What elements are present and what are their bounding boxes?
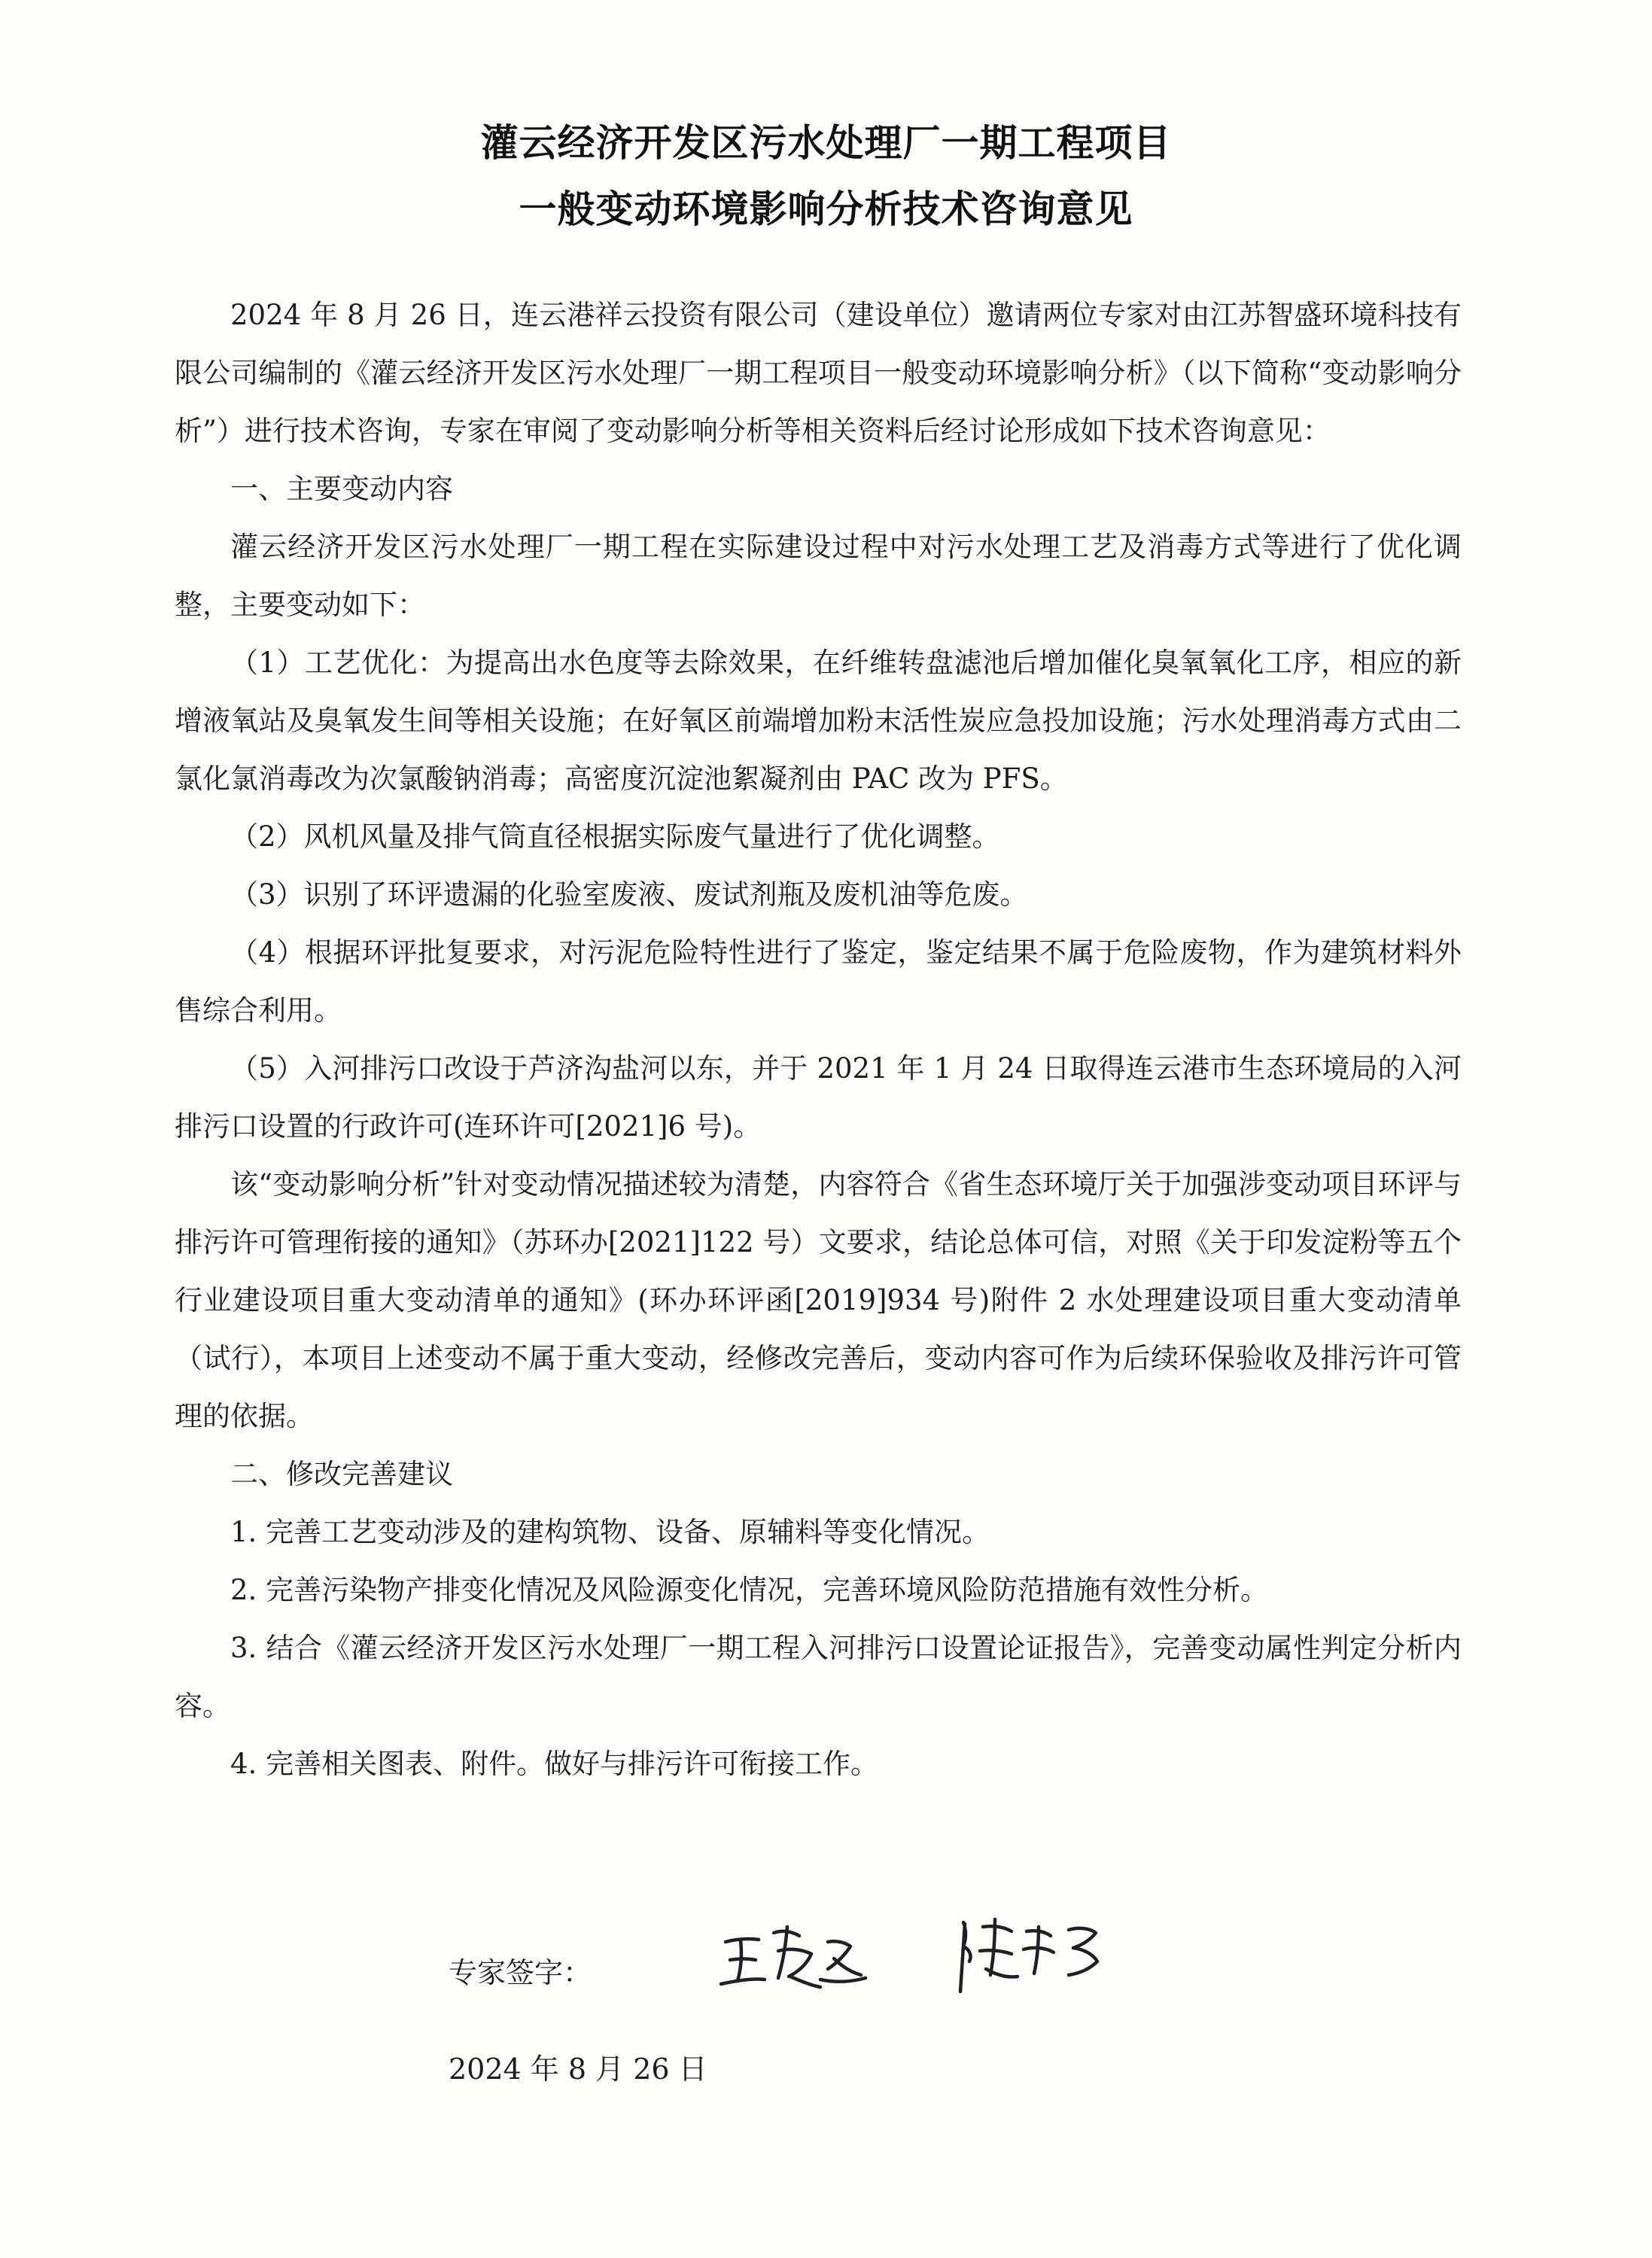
suggestion-item: 2. 完善污染物产排变化情况及风险源变化情况，完善环境风险防范措施有效性分析。 [230, 1574, 1269, 1606]
section1-intro: 灌云经济开发区污水处理厂一期工程在实际建设过程中对污水处理工艺及消毒方式等进行了优化调整，主要变动如下： [175, 531, 1462, 621]
document-title-line2: 一般变动环境影响分析技术咨询意见 [519, 187, 1133, 231]
signature-label: 专家签字： [449, 1956, 592, 1989]
section1-heading: 一、主要变动内容 [230, 473, 453, 505]
expert-signatures [715, 1897, 1136, 2010]
change-item: （1）工艺优化：为提高出水色度等去除效果，在纤维转盘滤池后增加催化臭氧氧化工序，相应的新增液氧站及臭氧发生间等相关设施；在好氧区前端增加粉末活性炭应急投加设施；污水处理消毒方式由二氯化氯消毒改为次氯酸钠消毒；高密度沉淀池絮凝剂由 PAC 改为 PFS。 [175, 647, 1462, 795]
signature-1 [721, 1927, 866, 1987]
section2-heading: 二、修改完善建议 [230, 1458, 453, 1490]
signature-2 [960, 1919, 1097, 1992]
intro-paragraph: 2024 年 8 月 26 日，连云港祥云投资有限公司（建设单位）邀请两位专家对由江苏智盛环境科技有限公司编制的《灌云经济开发区污水处理厂一期工程项目一般变动环境影响分析》（以下简称“变动影响分析”）进行技术咨询，专家在审阅了变动影响分析等相关资料后经讨论形成如下技术咨询意见： [175, 299, 1462, 447]
change-item: （5）入河排污口改设于芦济沟盐河以东，并于 2021 年 1 月 24 日取得连云港市生态环境局的入河排污口设置的行政许可(连环许可[2021]6 号)。 [175, 1052, 1462, 1143]
signature-date: 2024 年 8 月 26 日 [449, 2053, 707, 2086]
change-item: （4）根据环评批复要求，对污泥危险特性进行了鉴定，鉴定结果不属于危险废物，作为建筑材料外售综合利用。 [175, 936, 1462, 1027]
change-item: （2）风机风量及排气筒直径根据实际废气量进行了优化调整。 [230, 820, 1000, 853]
suggestion-item: 4. 完善相关图表、附件。做好与排污许可衔接工作。 [230, 1748, 879, 1780]
change-item: （3）识别了环评遗漏的化验室废液、废试剂瓶及废机油等危废。 [230, 878, 1028, 911]
conclusion-paragraph: 该“变动影响分析”针对变动情况描述较为清楚，内容符合《省生态环境厅关于加强涉变动项目环评与排污许可管理衔接的通知》（苏环办[2021]122 号）文要求，结论总体可信，对照《关于印发淀粉等五个行业建设项目重大变动清单的通知》(环办环评函[2019]934 号)附件 2 水处理建设项目重大变动清单（试行），本项目上述变动不属于重大变动，经修改完善后，变动内容可作为后续环保验收及排污许可管理的依据。 [175, 1168, 1462, 1432]
suggestion-item: 1. 完善工艺变动涉及的建构筑物、设备、原辅料等变化情况。 [230, 1516, 990, 1548]
document-body [175, 286, 1462, 1793]
document-title-line1: 灌云经济开发区污水处理厂一期工程项目 [480, 121, 1172, 165]
suggestion-item: 3. 结合《灌云经济开发区污水处理厂一期工程入河排污口设置论证报告》，完善变动属性判定分析内容。 [175, 1632, 1462, 1722]
